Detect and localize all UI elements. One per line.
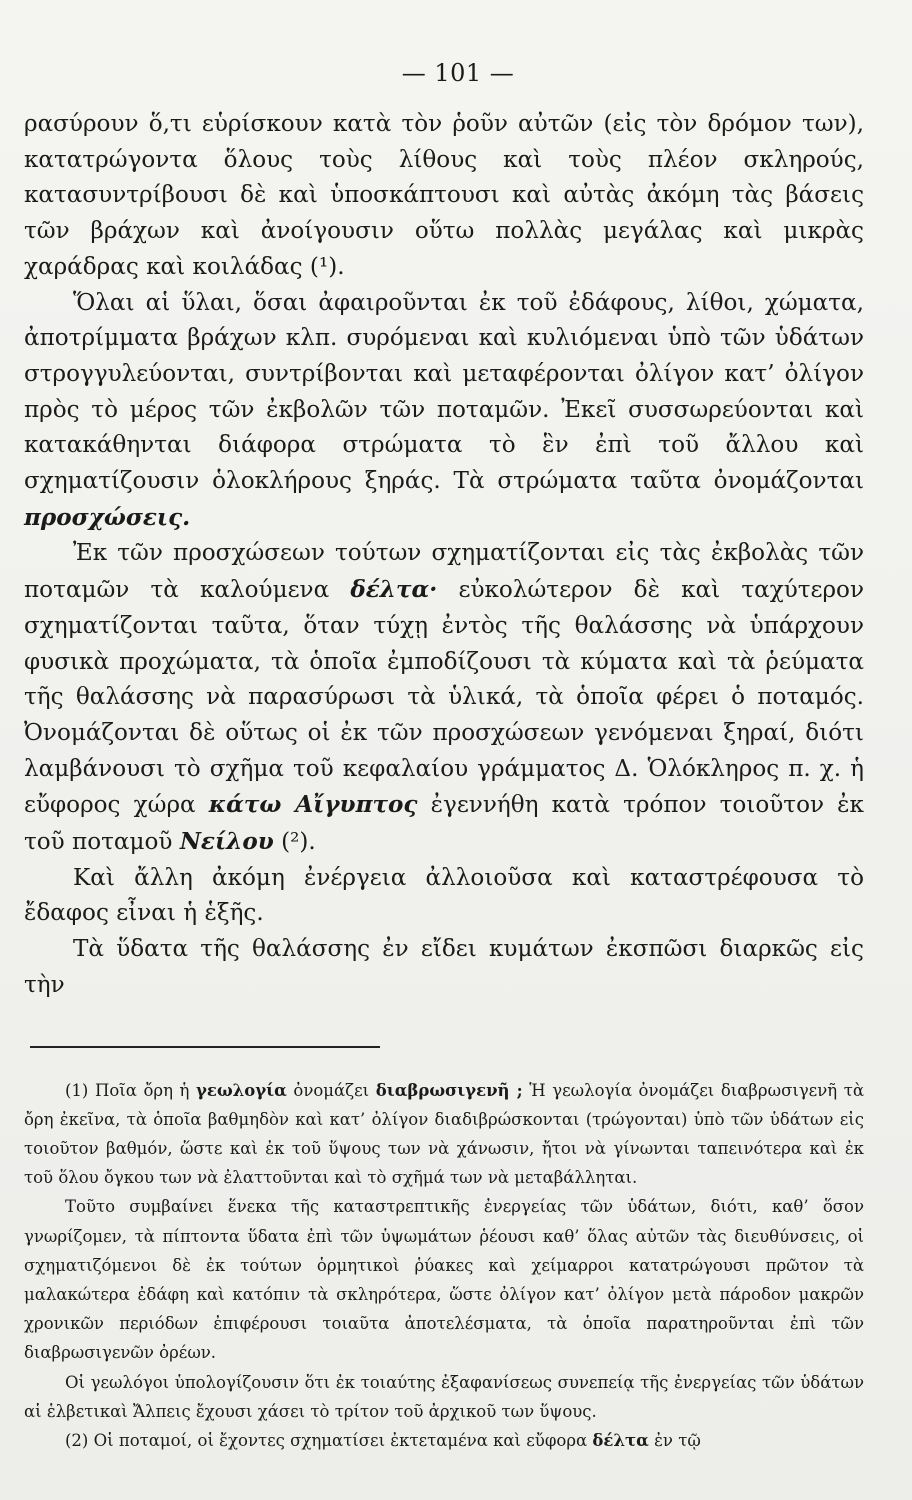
term-kato-aigyptos: κάτω Αἴγυπτος bbox=[208, 791, 418, 819]
paragraph-2 bbox=[24, 286, 864, 537]
footnote-divider bbox=[30, 1046, 380, 1048]
paragraph-3-text-e: ἐγεννήθη κατὰ τρόπον τοιοῦτον ἐκ τοῦ ποταμοῦ bbox=[24, 792, 864, 856]
footnote-1-paragraph-2: Τοῦτο συμβαίνει ἕνεκα τῆς καταστρεπτικῆς ἐνεργείας τῶν ὑδάτων, διότι, καθ’ ὅσον γνωρίζομεν, τὰ πίπτοντα ὕδατα ἐπὶ τῶν ὑψωμάτων ῥέουσι καθ’ ὅλας αὐτῶν τὰς διευθύνσεις, οἱ σχηματιζόμενοι δὲ ἐκ τούτων ὁρμητικοὶ ῥύακες καὶ χείμαρροι κατατρώγουσι πρῶτον τὰ μαλακώτερα ἐδάφη καὶ κατόπιν τὰ σκληρότερα, ὥστε ὀλίγον κατ’ ὀλίγον μετὰ πάροδον μακρῶν χρονικῶν περιόδων ἐπιφέρουσι τοιαῦτα ἀποτελέσματα, τὰ ὁποῖα παρατηροῦνται ἐπὶ τῶν διαβρωσιγενῶν ὀρέων. bbox=[24, 1197, 864, 1363]
footnote-2 bbox=[24, 1426, 864, 1455]
footnote-2-term-delta: δέλτα bbox=[592, 1431, 649, 1451]
paragraph-3 bbox=[24, 536, 864, 860]
footnote-2-text-c: ἐν τῷ bbox=[654, 1431, 701, 1451]
footnote-2-text-a: (2) Οἱ ποταμοί, οἱ ἔχοντες σχηματίσει ἐκτεταμένα καὶ εὔφορα bbox=[65, 1431, 588, 1451]
footnote-1-text-a: (1) Ποῖα ὄρη ἡ bbox=[65, 1080, 190, 1100]
footnote-1-text-c: ὀνομάζει bbox=[293, 1080, 370, 1100]
footnote-1-paragraph-3: Οἱ γεωλόγοι ὑπολογίζουσιν ὅτι ἐκ τοιαύτης ἐξαφανίσεως συνεπείᾳ τῆς ἐνεργείας τῶν ὑδάτων αἱ ἑλβετικαὶ Ἄλπεις ἔχουσι χάσει τὸ τρίτον τοῦ ἀρχικοῦ των ὕψους. bbox=[24, 1372, 864, 1421]
footnote-ref-2: (²). bbox=[281, 829, 316, 856]
footnotes bbox=[24, 1076, 864, 1456]
paragraph-5: Τὰ ὕδατα τῆς θαλάσσης ἐν εἴδει κυμάτων ἐκσπῶσι διαρκῶς εἰς τὴν bbox=[24, 936, 864, 998]
paragraph-3-text-a: Ἐκ τῶν προσχώσεων τούτων σχηματίζονται εἰς τὰς ἐκβολὰς τῶν ποταμῶν τὰ καλούμενα bbox=[24, 540, 864, 604]
footnote-1 bbox=[24, 1076, 864, 1193]
paragraph-2-text: Ὅλαι αἱ ὕλαι, ὅσαι ἀφαιροῦνται ἐκ τοῦ ἐδάφους, λίθοι, χώματα, ἀποτρίμματα βράχων κλπ. συρόμεναι καὶ κυλιόμεναι ὑπὸ τῶν ὑδάτων στρογγυλεύονται, συντρίβονται καὶ μεταφέρονται ὀλίγον κατ’ ὀλίγον πρὸς τὸ μέρος τῶν ἐκβολῶν τῶν ποταμῶν. Ἐκεῖ συσσωρεύονται καὶ κατακάθηνται διάφορα στρώματα τὸ ἓν ἐπὶ τοῦ ἄλλου καὶ σχηματίζουσιν ὁλοκλήρους ξηράς. Τὰ στρώματα ταῦτα ὀνομάζονται bbox=[24, 289, 864, 495]
footnote-1-term-diabrosigeni: διαβρωσιγενῆ ; bbox=[375, 1080, 523, 1100]
term-proschoseis: προσχώσεις. bbox=[24, 503, 191, 531]
term-delta: δέλτα· bbox=[350, 576, 438, 604]
footnote-1-text-e: Ἡ γεωλογία ὀνομάζει διαβρωσιγενῆ τὰ ὄρη ἐκεῖνα, τὰ ὁποῖα βαθμηδὸν καὶ κατ’ ὀλίγον διαδιβρώσκονται (τρώγονται) ὑπὸ τῶν ὑδάτων εἰς τοιοῦτον βαθμόν, ὥστε καὶ ἐκ τοῦ ὕψους των νὰ χάνωσιν, ἤτοι νὰ γίνωνται ταπεινότερα καὶ ἐκ τοῦ ὅλου ὄγκου των νὰ ἐλαττοῦνται καὶ τὸ σχῆμά των νὰ μεταβάλληται. bbox=[24, 1080, 864, 1188]
paragraph-4: Καὶ ἄλλη ἀκόμη ἐνέργεια ἀλλοιοῦσα καὶ καταστρέφουσα τὸ ἔδαφος εἶναι ἡ ἑξῆς. bbox=[24, 864, 864, 927]
paragraph-3-text-c: εὐκολώτερον δὲ καὶ ταχύτερον σχηματίζονται ταῦτα, ὅταν τύχῃ ἐντὸς τῆς θαλάσσης νὰ ὑπάρχουν φυσικὰ προχώματα, τὰ ὁποῖα ἐμποδίζουσι τὰ κύματα καὶ τὰ ῥεύματα τῆς θαλάσσης νὰ παρασύρωσι τὰ ὑλικά, τὰ ὁποῖα φέρει ὁ ποταμός. Ὀνομάζονται δὲ οὕτως οἱ ἐκ τῶν προσχώσεων γενόμεναι ξηραί, διότι λαμβάνουσι τὸ σχῆμα τοῦ κεφαλαίου γράμματος Δ. Ὁλόκληρος π. χ. ἡ εὔφορος χώρα bbox=[24, 577, 865, 819]
page-number: — 101 — bbox=[401, 59, 515, 87]
paragraph-1: ρασύρουν ὅ,τι εὑρίσκουν κατὰ τὸν ῥοῦν αὐτῶν (εἰς τὸν δρόμον των), κατατρώγοντα ὅλους τοὺς λίθους καὶ τοὺς πλέον σκληρούς, κατασυντρίβουσι δὲ καὶ ὑποσκάπτουσι καὶ αὐτὰς ἀκόμη τὰς βάσεις τῶν βράχων καὶ ἀνοίγουσιν οὕτω πολλὰς μεγάλας καὶ μικρὰς χαράδρας καὶ κοιλάδας (¹). bbox=[24, 111, 864, 280]
main-text bbox=[24, 107, 864, 1004]
footnote-1-term-geologia: γεωλογία bbox=[196, 1080, 287, 1100]
term-neilou: Νείλου bbox=[179, 828, 274, 856]
